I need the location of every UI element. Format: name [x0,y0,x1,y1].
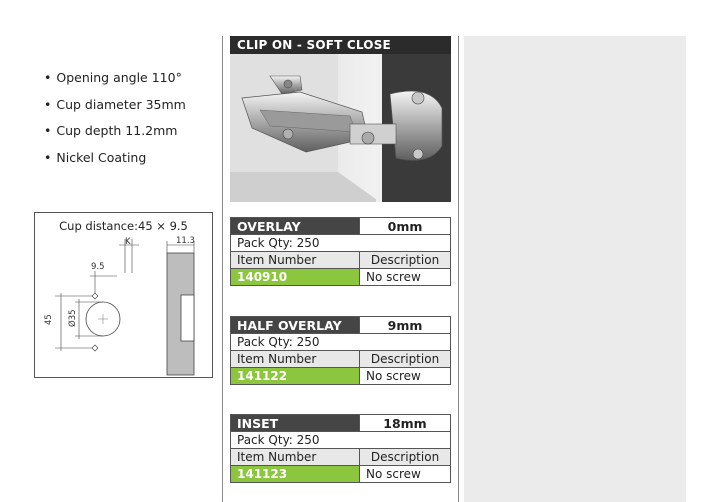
drawing-caption: Cup distance:45 × 9.5 [59,219,188,233]
dim-11-3: 11.3 [176,236,195,246]
product-header: CLIP ON - SOFT CLOSE [230,36,451,54]
spec-table-inset [230,414,451,483]
dim-9-5: 9.5 [91,262,105,272]
side-panel [464,36,686,502]
feature-item: • Nickel Coating [44,148,186,175]
table-title: OVERLAY [231,218,360,235]
item-number-label: Item Number [231,252,360,269]
pack-qty: Pack Qty: 250 [231,235,451,252]
screw-hole [92,345,98,351]
cup-recess [181,295,194,341]
dim-35: Ø35 [68,309,78,327]
item-number-label: Item Number [231,351,360,368]
feature-item: • Opening angle 110° [44,68,186,95]
feature-item: • Cup depth 11.2mm [44,121,186,148]
item-number[interactable]: 141123 [231,466,360,483]
table-value: 18mm [360,415,451,432]
table-value: 9mm [360,317,451,334]
item-number[interactable]: 140910 [231,269,360,286]
feature-item: • Cup diameter 35mm [44,95,186,122]
description-value: No screw [360,368,451,385]
spec-table-overlay [230,217,451,286]
item-number-label: Item Number [231,449,360,466]
description-value: No screw [360,269,451,286]
description-label: Description [360,449,451,466]
description-value: No screw [360,466,451,483]
feature-list [44,68,186,174]
description-label: Description [360,351,451,368]
spec-table-half-overlay [230,316,451,385]
screw-hole [92,293,98,299]
pack-qty: Pack Qty: 250 [231,432,451,449]
technical-drawing [34,212,213,378]
divider [458,36,459,502]
hinge-cup-diagram [35,213,214,379]
dim-45: 45 [44,314,54,325]
description-label: Description [360,252,451,269]
hinge-illustration [230,54,451,202]
pack-qty: Pack Qty: 250 [231,334,451,351]
table-value: 0mm [360,218,451,235]
dim-k: K [125,237,131,247]
table-title: INSET [231,415,360,432]
item-number[interactable]: 141122 [231,368,360,385]
product-photo [230,54,451,202]
table-title: HALF OVERLAY [231,317,360,334]
divider [222,36,223,502]
